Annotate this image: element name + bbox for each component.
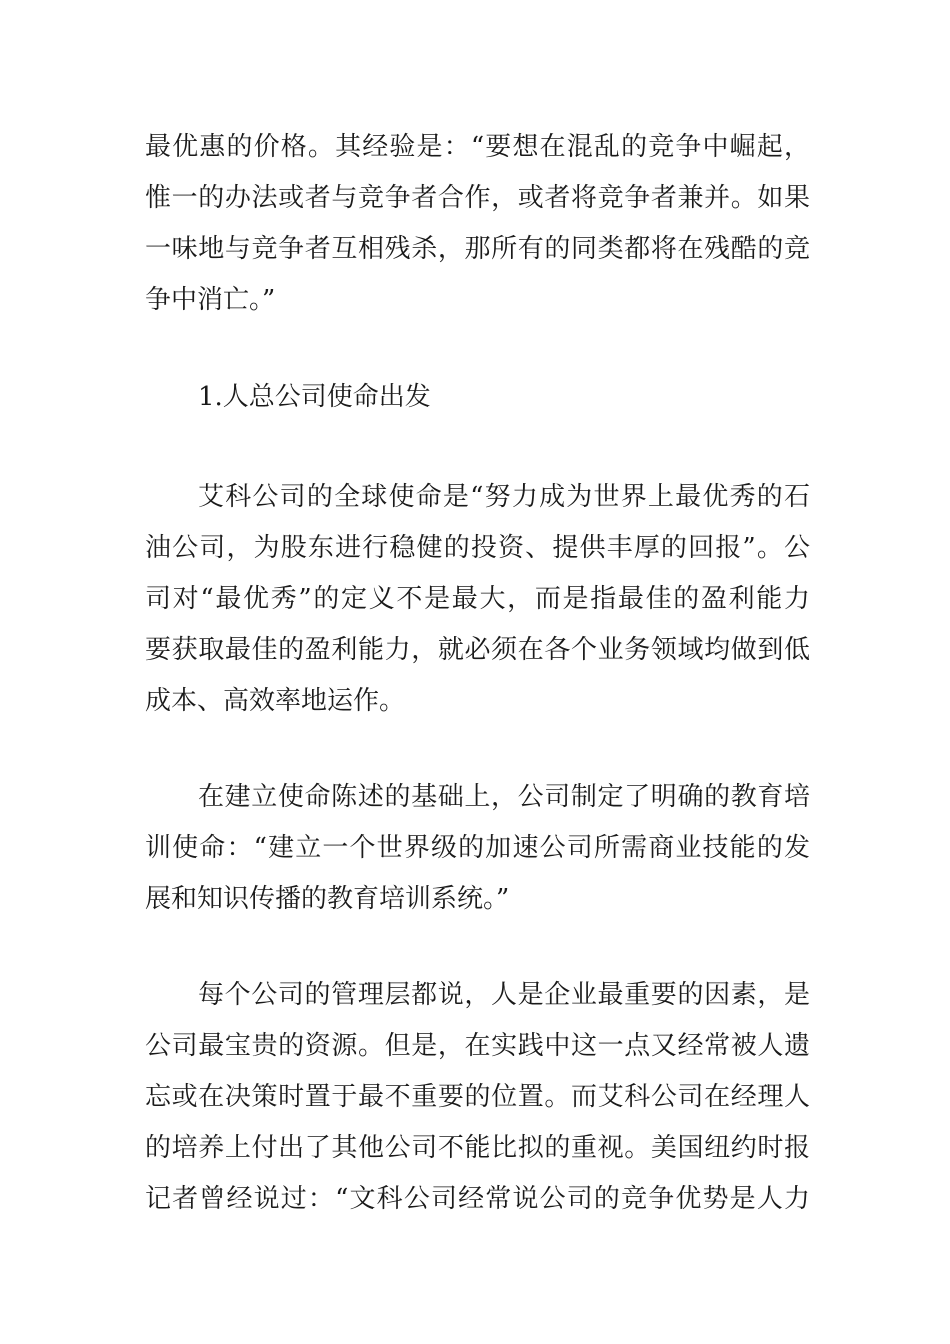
paragraph-line: 展和知识传播的教育培训系统。” (145, 884, 510, 914)
paragraph-line: 要获取最佳的盈利能力，就必须在各个业务领域均做到低 (145, 635, 810, 665)
paragraph-line: 记者曾经说过：“文科公司经常说公司的竞争优势是人力 (145, 1184, 810, 1214)
paragraph-line: 惟一的办法或者与竞争者合作，或者将竞争者兼并。如果 (145, 183, 810, 213)
paragraph-2 (145, 472, 810, 727)
paragraph-line: 成本、高效率地运作。 (145, 686, 406, 716)
section-heading (145, 372, 810, 423)
paragraph-4 (145, 970, 810, 1225)
paragraph-line: 在建立使命陈述的基础上，公司制定了明确的教育培 (198, 782, 810, 812)
paragraph-line: 公司最宝贵的资源。但是，在实践中这一点又经常被人遗 (145, 1031, 810, 1061)
paragraph-line: 艾科公司的全球使命是“努力成为世界上最优秀的石 (198, 482, 810, 512)
paragraph-line: 的培养上付出了其他公司不能比拟的重视。美国纽约时报 (145, 1133, 810, 1163)
paragraph-line: 每个公司的管理层都说，人是企业最重要的因素，是 (198, 980, 810, 1010)
paragraph-line: 油公司，为股东进行稳健的投资、提供丰厚的回报”。公 (145, 533, 810, 563)
paragraph-line: 忘或在决策时置于最不重要的位置。而艾科公司在经理人 (145, 1082, 810, 1112)
paragraph-line: 训使命：“建立一个世界级的加速公司所需商业技能的发 (145, 833, 810, 863)
paragraph-line: 争中消亡。” (145, 285, 276, 315)
paragraph-line: 司对“最优秀”的定义不是最大，而是指最佳的盈利能力 (145, 584, 810, 614)
paragraph-line: 最优惠的价格。其经验是：“要想在混乱的竞争中崛起， (145, 132, 810, 162)
paragraph-3 (145, 772, 810, 925)
paragraph-line: 一味地与竞争者互相残杀，那所有的同类都将在残酷的竞 (145, 234, 810, 264)
paragraph-1 (145, 122, 810, 326)
heading-text: 1.人总公司使命出发 (198, 382, 431, 412)
